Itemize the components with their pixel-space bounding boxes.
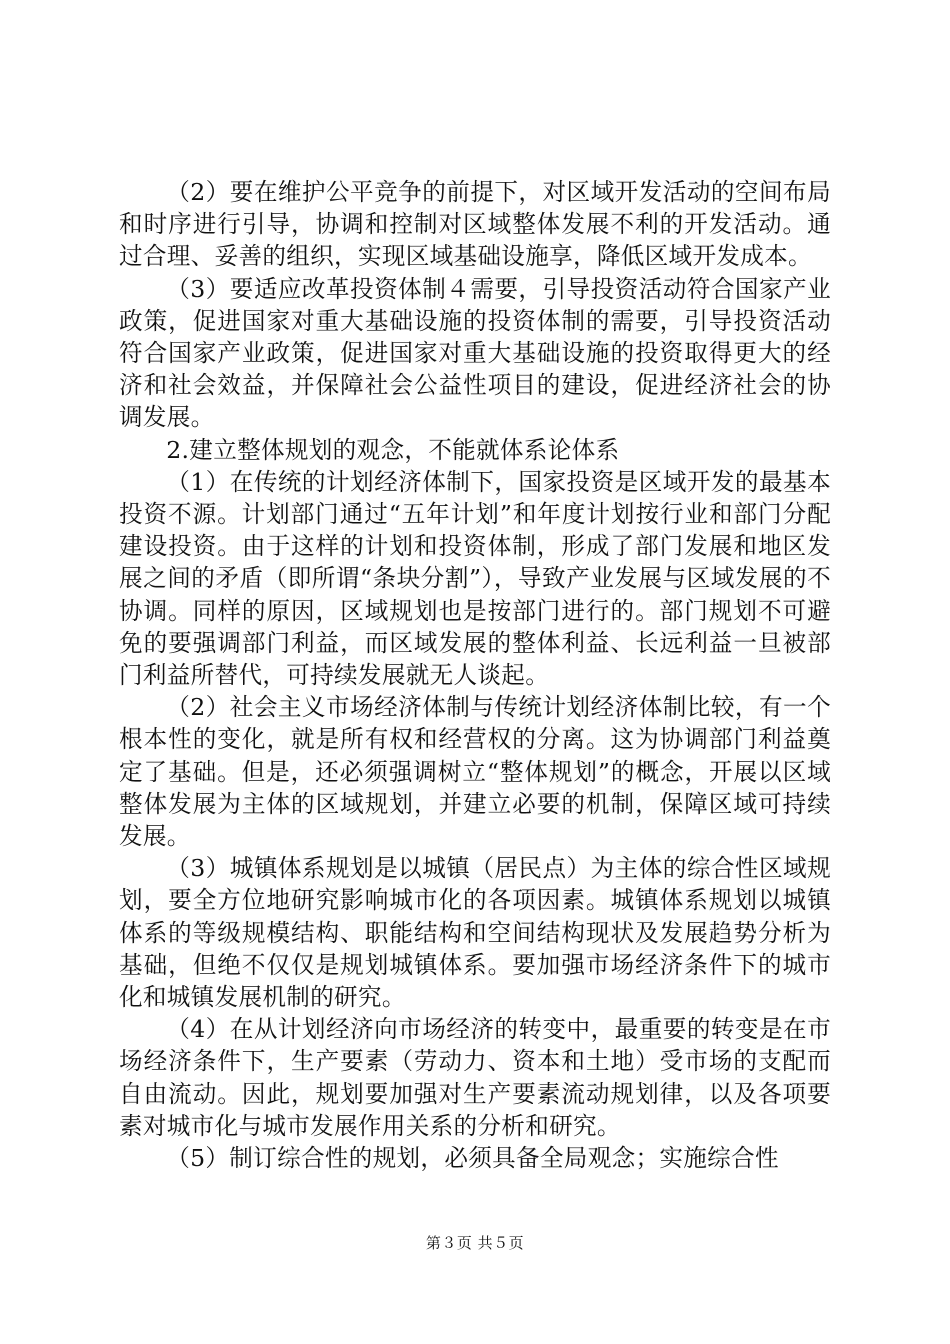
paragraph-2-3: （3）要适应改革投资体制４需要，引导投资活动符合国家产业政策，促进国家对重大基础设施的投资体制的需要，引导投资活动符合国家产业政策，促进国家对重大基础设施的投资取得更大的经济和社会效益，并保障社会公益性项目的建设，促进经济社会的协调发展。: [119, 274, 831, 432]
paragraph-3-4: （4）在从计划经济向市场经济的转变中，最重要的转变是在市场经济条件下，生产要素（劳动力、资本和土地）受市场的支配而自由流动。因此，规划要加强对生产要素流动规划律，以及各项要素对城市化与城市发展作用关系的分析和研究。: [119, 1015, 831, 1140]
paragraph-2-2: （2）要在维护公平竞争的前提下，对区域开发活动的空间布局和时序进行引导，协调和控制对区域整体发展不利的开发活动。通过合理、妥善的组织，实现区域基础设施享，降低区域开发成本。: [119, 178, 831, 271]
paragraph-3-5: （5）制订综合性的规划，必须具备全局观念；实施综合性: [166, 1144, 779, 1173]
paragraph-3-1: （1）在传统的计划经济体制下，国家投资是区域开发的最基本投资不源。计划部门通过“五年计划”和年度计划按行业和部门分配建设投资。由于这样的计划和投资体制，形成了部门发展和地区发展之间的矛盾（即所谓“条块分割”），导致产业发展与区域发展的不协调。同样的原因，区域规划也是按部门进行的。部门规划不可避免的要强调部门利益，而区域发展的整体利益、长远利益一旦被部门利益所替代，可持续发展就无人谈起。: [119, 467, 831, 690]
section-heading-2: 2.建立整体规划的观念，不能就体系论体系: [166, 435, 620, 464]
document-body: [119, 176, 831, 1174]
paragraph-3-3: （3）城镇体系规划是以城镇（居民点）为主体的综合性区域规划，要全方位地研究影响城市化的各项因素。城镇体系规划以城镇体系的等级规模结构、职能结构和空间结构现状及发展趋势分析为基础，但绝不仅仅是规划城镇体系。要加强市场经济条件下的城市化和城镇发展机制的研究。: [119, 854, 831, 1012]
paragraph-3-2: （2）社会主义市场经济体制与传统计划经济体制比较，有一个根本性的变化，就是所有权和经营权的分离。这为协调部门利益奠定了基础。但是，还必须强调树立“整体规划”的概念，开展以区域整体发展为主体的区域规划，并建立必要的机制，保障区域可持续发展。: [119, 693, 831, 851]
page-footer: 第３页 共５页: [425, 1234, 525, 1252]
